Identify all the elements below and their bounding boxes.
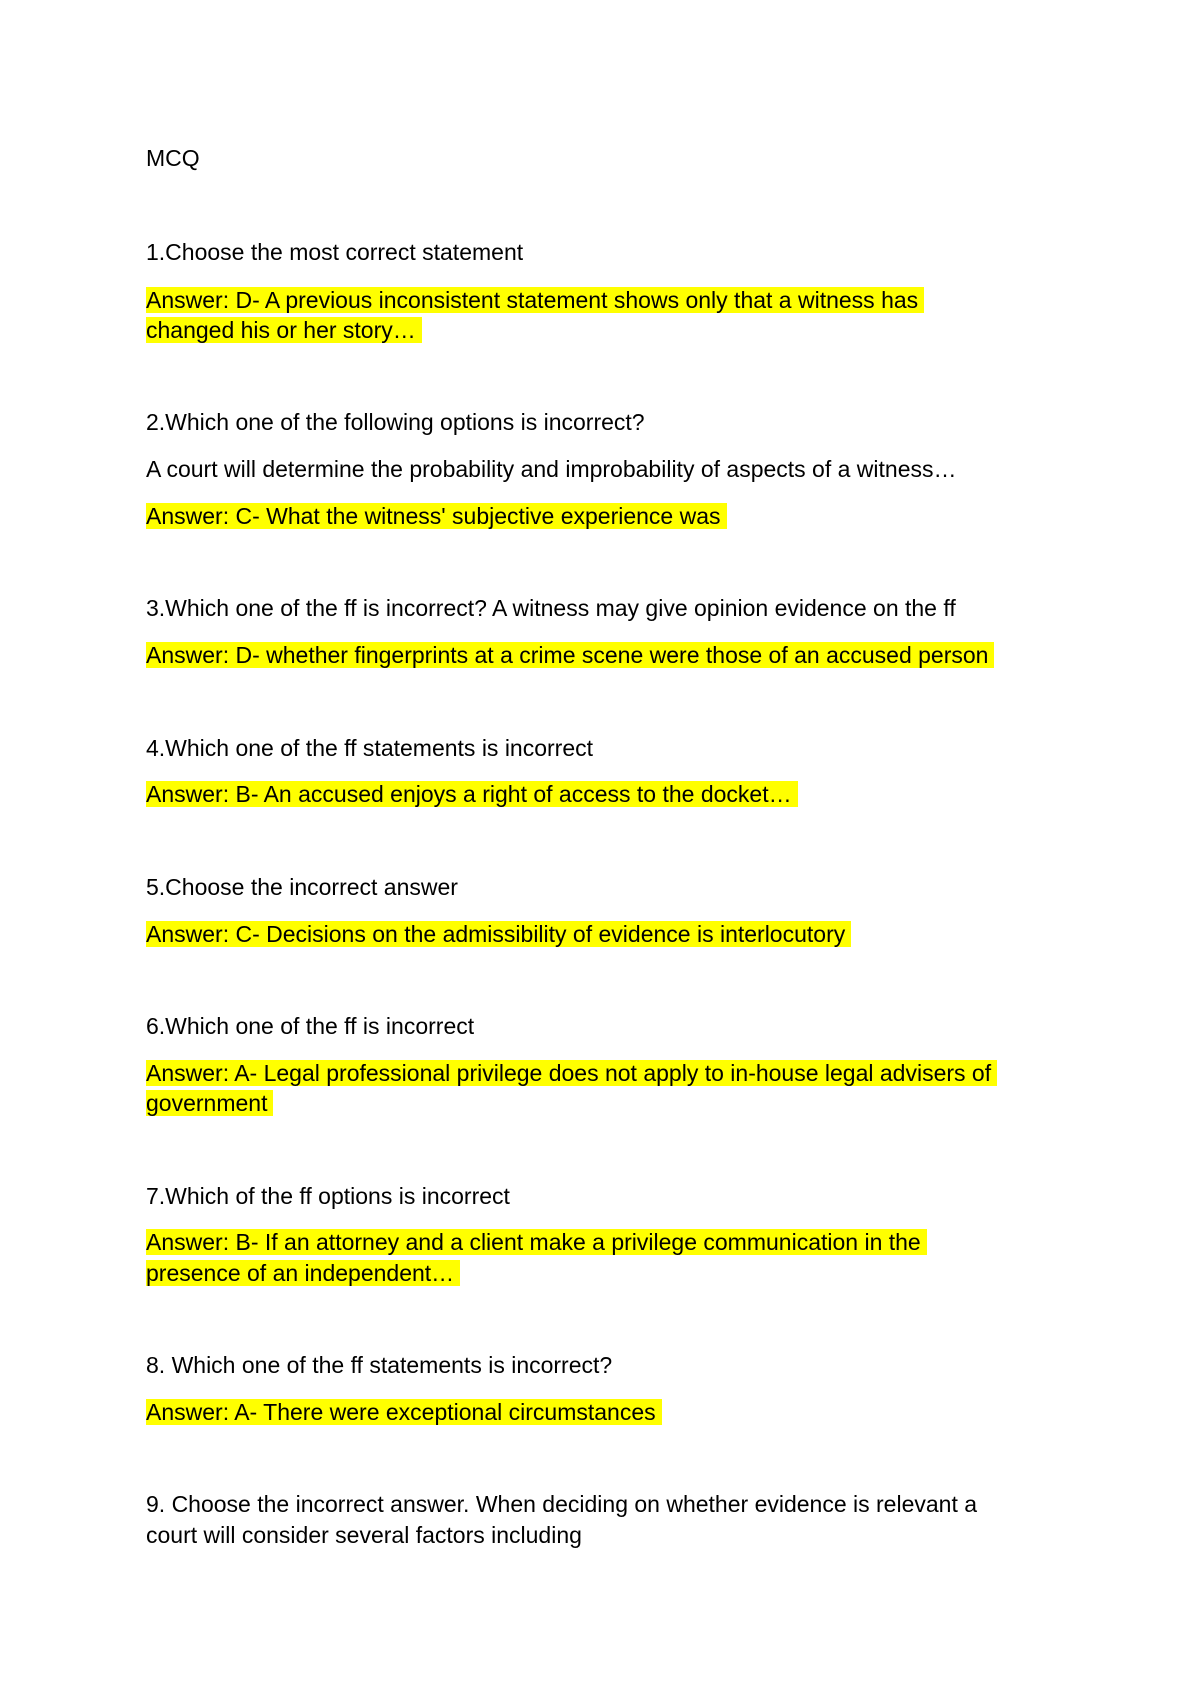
answer-7-line-1 — [146, 1227, 1066, 1258]
answer-1-line-2 — [146, 315, 1066, 346]
answer-highlight: Answer: B- If an attorney and a client make a privilege communication in the — [146, 1229, 927, 1255]
answer-1-line-1 — [146, 285, 1066, 316]
question-4: 4.Which one of the ff statements is incorrect — [146, 735, 594, 761]
answer-highlight: Answer: A- There were exceptional circumstances — [146, 1399, 662, 1425]
answer-highlight: Answer: A- Legal professional privilege does not apply to in-house legal advisers of — [146, 1060, 997, 1086]
question-9-line-2: court will consider several factors including — [146, 1522, 582, 1548]
answer-highlight: Answer: B- An accused enjoys a right of access to the docket… — [146, 781, 798, 807]
answer-highlight: Answer: C- Decisions on the admissibility of evidence is interlocutory — [146, 921, 851, 947]
answer-highlight: Answer: C- What the witness' subjective experience was — [146, 503, 727, 529]
answer-5-line-1 — [146, 919, 1066, 950]
question-5: 5.Choose the incorrect answer — [146, 874, 458, 900]
answer-2-line-1 — [146, 501, 1066, 532]
question-7: 7.Which of the ff options is incorrect — [146, 1183, 510, 1209]
answer-3-line-1 — [146, 640, 1066, 671]
question-6: 6.Which one of the ff is incorrect — [146, 1013, 475, 1039]
question-2: 2.Which one of the following options is incorrect? — [146, 409, 645, 435]
question-3: 3.Which one of the ff is incorrect? A witness may give opinion evidence on the ff — [146, 595, 956, 621]
answer-highlight: changed his or her story… — [146, 317, 422, 343]
answer-4-line-1 — [146, 779, 1066, 810]
answer-highlight: government — [146, 1090, 273, 1116]
answer-highlight: Answer: D- A previous inconsistent statement shows only that a witness has — [146, 287, 924, 313]
answer-8-line-1 — [146, 1397, 1066, 1428]
answer-highlight: Answer: D- whether fingerprints at a crime scene were those of an accused person — [146, 642, 994, 668]
question-2-prompt: A court will determine the probability and improbability of aspects of a witness… — [146, 456, 957, 482]
question-8: 8. Which one of the ff statements is incorrect? — [146, 1352, 613, 1378]
answer-highlight: presence of an independent… — [146, 1260, 460, 1286]
answer-7-line-2 — [146, 1258, 1066, 1289]
question-9-line-1: 9. Choose the incorrect answer. When deciding on whether evidence is relevant a — [146, 1491, 978, 1517]
question-1: 1.Choose the most correct statement — [146, 239, 524, 265]
page-title: MCQ — [146, 145, 200, 171]
answer-6-line-1 — [146, 1058, 1066, 1089]
answer-6-line-2 — [146, 1088, 1066, 1119]
